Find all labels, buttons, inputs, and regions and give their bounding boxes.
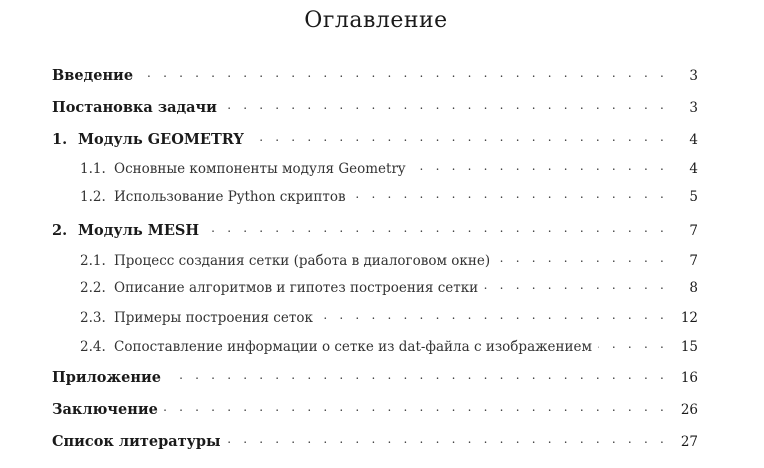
toc-entry-mesh-examples[interactable] [52, 308, 698, 330]
toc-entry-title: Приложение [52, 369, 161, 386]
toc-dot-leader [484, 278, 668, 292]
toc-page-number: 26 [680, 402, 698, 418]
toc-entry-title: Использование Python скриптов [114, 189, 346, 205]
toc-dot-leader [223, 98, 668, 112]
toc-page-number: 3 [689, 100, 698, 116]
toc-entry-title: Список литературы [52, 433, 221, 450]
toc-entry-title: Введение [52, 67, 134, 84]
toc-page-number: 8 [689, 280, 698, 296]
toc-entry-module-geometry[interactable] [52, 130, 698, 152]
toc-page-number: 27 [680, 434, 698, 450]
toc-page-number: 12 [680, 310, 698, 326]
toc-entry-python-scripts[interactable] [52, 187, 698, 209]
toc-dot-leader [250, 130, 668, 144]
toc-entry-number: 1.2. [80, 189, 106, 205]
toc-entry-title: Модуль GEOMETRY [78, 131, 244, 148]
toc-entry-appendix[interactable] [52, 368, 698, 390]
toc-entry-number: 2.3. [80, 310, 106, 326]
toc-entry-module-mesh[interactable] [52, 221, 698, 243]
toc-entry-number: 2.1. [80, 253, 106, 269]
toc-entry-problem-statement[interactable] [52, 98, 698, 120]
toc-entry-algorithms-hypotheses[interactable] [52, 278, 698, 300]
toc-entry-number: 2.2. [80, 280, 106, 296]
toc-entry-title: Примеры построения сеток [114, 310, 313, 326]
toc-entry-mesh-creation-process[interactable] [52, 251, 698, 273]
toc-entry-title: Основные компоненты модуля Geometry [114, 161, 406, 177]
toc-entry-title: Модуль MESH [78, 222, 200, 239]
toc-page-number: 15 [680, 339, 698, 355]
toc-entry-title: Описание алгоритмов и гипотез построения сетки [114, 280, 479, 296]
toc-entry-geometry-components[interactable] [52, 159, 698, 181]
toc-page-number: 4 [689, 161, 698, 177]
toc-entry-title: Процесс создания сетки (работа в диалоговом окне) [114, 253, 491, 269]
toc-entry-introduction[interactable] [52, 66, 698, 88]
toc-page-number: 4 [689, 132, 698, 148]
toc-page-number: 16 [680, 370, 698, 386]
toc-entry-number: 2.4. [80, 339, 106, 355]
toc-entry-references[interactable] [52, 432, 698, 454]
toc-page-number: 5 [689, 189, 698, 205]
toc-dot-leader [167, 368, 668, 382]
toc-dot-leader [164, 400, 668, 414]
toc-entry-title: Постановка задачи [52, 99, 217, 116]
toc-dot-leader [412, 159, 668, 173]
toc-page-number: 7 [689, 253, 698, 269]
toc-dot-leader [205, 221, 668, 235]
toc-page-number: 3 [689, 68, 698, 84]
toc-dot-leader [139, 66, 668, 80]
toc-entry-title: Заключение [52, 401, 158, 418]
page-title: Оглавление [304, 8, 448, 33]
toc-entry-dat-file-comparison[interactable] [52, 337, 698, 359]
toc-page-number: 7 [689, 223, 698, 239]
toc-entry-title: Сопоставление информации о сетке из dat-файла с изображением [114, 339, 593, 355]
toc-entry-number: 1.1. [80, 161, 106, 177]
toc-dot-leader [352, 187, 668, 201]
toc-dot-leader [227, 432, 668, 446]
toc-dot-leader [319, 308, 668, 322]
toc-entry-number: 2. [52, 222, 68, 239]
toc-entry-number: 1. [52, 131, 68, 148]
toc-entry-conclusion[interactable] [52, 400, 698, 422]
toc-dot-leader [496, 251, 668, 265]
toc-dot-leader [598, 337, 668, 351]
